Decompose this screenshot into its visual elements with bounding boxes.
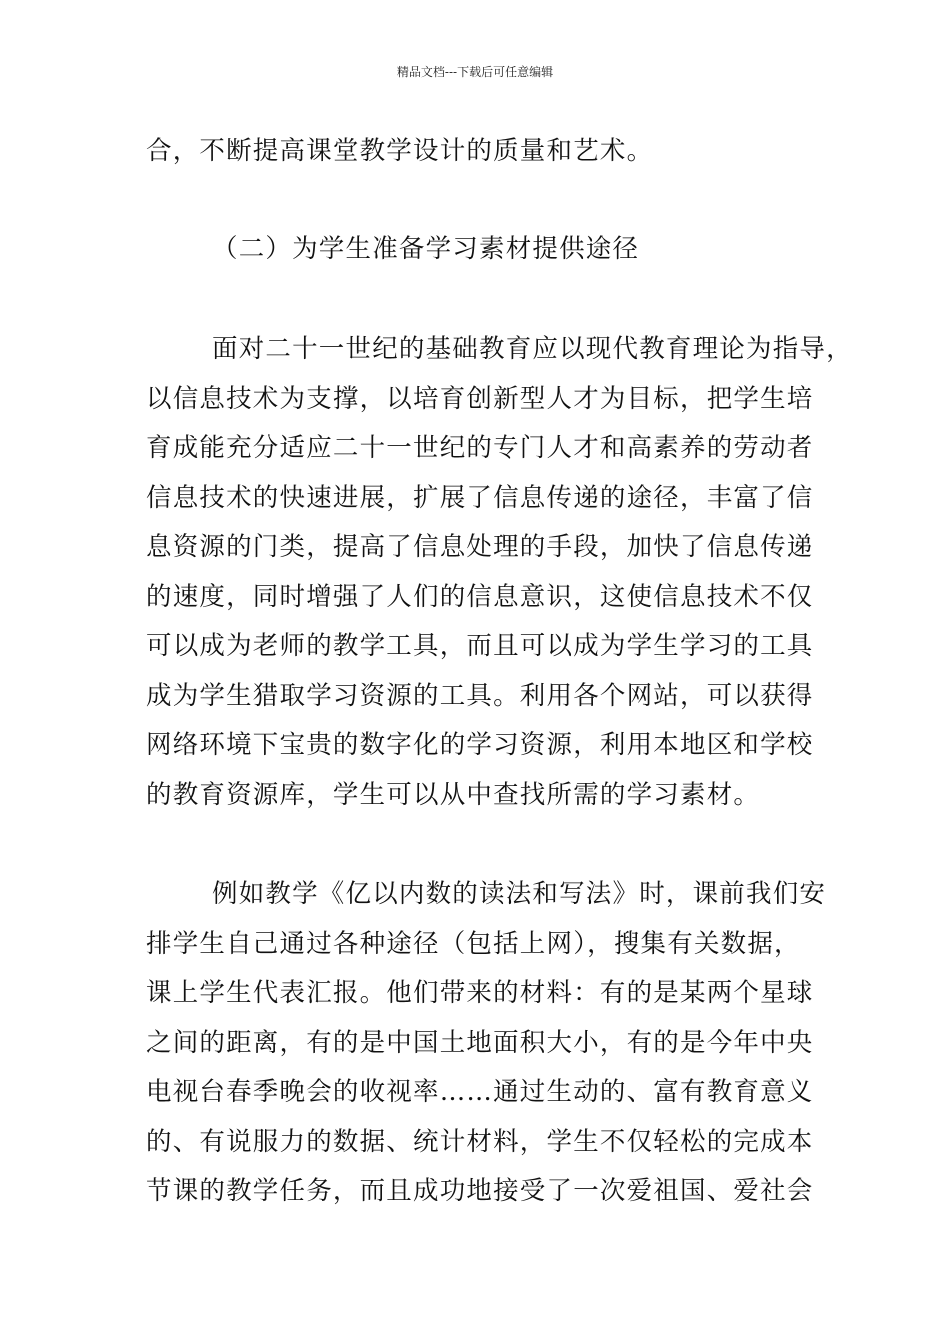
text-line: 成为学生猎取学习资源的工具。利用各个网站，可以获得: [146, 681, 814, 711]
text-line: 以信息技术为支撑，以培育创新型人才为目标，把学生培: [146, 384, 814, 414]
text-line: 节课的教学任务，而且成功地接受了一次爱祖国、爱社会: [146, 1176, 814, 1206]
text-line: 的教育资源库，学生可以从中查找所需的学习素材。: [146, 780, 761, 810]
text-line: 网络环境下宝贵的数字化的学习资源，利用本地区和学校: [146, 730, 814, 760]
text-line: 可以成为老师的教学工具，而且可以成为学生学习的工具: [146, 631, 814, 661]
text-line: 例如教学《亿以内数的读法和写法》时，课前我们安: [212, 879, 827, 909]
page-header: 精品文档---下载后可任意编辑: [396, 65, 554, 79]
text-line: 的、有说服力的数据、统计材料，学生不仅轻松的完成本: [146, 1127, 814, 1157]
text-line: 之间的距离，有的是中国土地面积大小，有的是今年中央: [146, 1028, 814, 1058]
text-line: 面对二十一世纪的基础教育应以现代教育理论为指导，: [212, 334, 853, 364]
text-line: 排学生自己通过各种途径（包括上网），搜集有关数据，: [146, 929, 801, 959]
text-line: 的速度，同时增强了人们的信息意识，这使信息技术不仅: [146, 582, 814, 612]
text-line: 电视台春季晚会的收视率……通过生动的、富有教育意义: [146, 1077, 814, 1107]
text-line: 育成能充分适应二十一世纪的专门人才和高素养的劳动者: [146, 433, 814, 463]
text-line: 合，不断提高课堂教学设计的质量和艺术。: [146, 136, 654, 166]
text-line: 信息技术的快速进展，扩展了信息传递的途径，丰富了信: [146, 483, 814, 513]
text-line: 课上学生代表汇报。他们带来的材料：有的是某两个星球: [146, 978, 814, 1008]
heading-line: （二）为学生准备学习素材提供途径: [212, 234, 640, 264]
text-line: 息资源的门类，提高了信息处理的手段，加快了信息传递: [146, 532, 814, 562]
